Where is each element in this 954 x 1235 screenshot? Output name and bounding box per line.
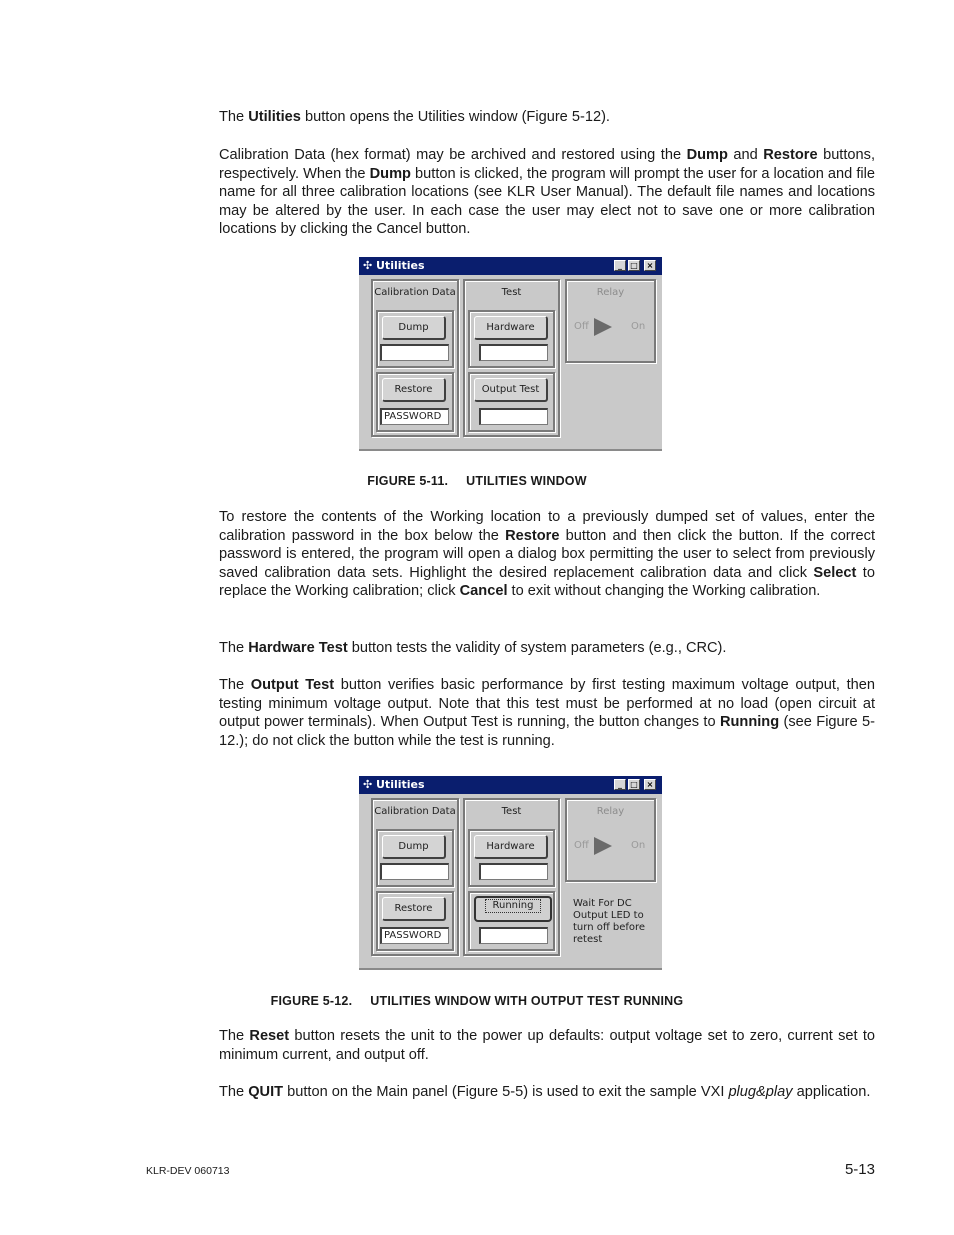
- running-label: Running: [485, 899, 542, 913]
- calibration-data-group: [371, 798, 459, 956]
- calibration-data-label: Calibration Data: [374, 806, 456, 817]
- document-id: KLR-DEV 060713: [146, 1165, 230, 1177]
- restore-group: [376, 372, 454, 432]
- calibration-data-label: Calibration Data: [374, 287, 456, 298]
- restore-button[interactable]: Restore: [382, 897, 446, 921]
- relay-off-label: Off: [574, 321, 589, 332]
- output-test-group: [468, 891, 555, 951]
- para-reset: The Reset button resets the unit to the power up defaults: output voltage set to zero, current set to minimum current, and output off.: [219, 1028, 875, 1063]
- para-output-test: The Output Test button verifies basic performance by first testing maximum voltage output, then testing minimum voltage output. Note that this test must be performed at no load (open circuit at output power terminals). When Output Test is running, the button changes to Running (see Figure 5-12.); do not click the button while the test is running.: [219, 677, 876, 749]
- hardware-test-group: [468, 829, 555, 887]
- dump-field[interactable]: [380, 344, 449, 361]
- minimize-icon[interactable]: _: [614, 779, 626, 790]
- para-utilities-intro: The Utilities button opens the Utilities window (Figure 5-12).: [219, 109, 610, 125]
- hardware-test-button[interactable]: Hardware: [474, 835, 548, 859]
- dump-group: [376, 829, 454, 887]
- close-icon[interactable]: ×: [644, 779, 656, 790]
- restore-group: [376, 891, 454, 951]
- dump-button[interactable]: Dump: [382, 316, 446, 340]
- utilities-window-figure-12: [359, 776, 662, 970]
- output-test-field[interactable]: [479, 927, 548, 944]
- dump-field[interactable]: [380, 863, 449, 880]
- restore-button[interactable]: Restore: [382, 378, 446, 402]
- figure-5-11-caption: FIGURE 5-11. UTILITIES WINDOW: [367, 474, 587, 488]
- utilities-window-figure-11: [359, 257, 662, 451]
- maximize-icon[interactable]: □: [628, 779, 640, 790]
- password-field[interactable]: PASSWORD: [380, 408, 449, 425]
- relay-group: [565, 798, 656, 882]
- bold-utilities: Utilities: [248, 109, 301, 125]
- relay-group: [565, 279, 656, 363]
- para-restore: To restore the contents of the Working location to a previously dumped set of values, enter the calibration password in the box below the Restore button and then click the button. If the correct password is entered, the program will open a dialog box permitting the user to select from previously saved calibration data sets. Highlight the desired replacement calibration data and click Select to replace the Working calibration; click Cancel to exit without changing the Working calibration.: [219, 509, 875, 600]
- window-title: Utilities: [376, 259, 425, 272]
- output-test-field[interactable]: [479, 408, 548, 425]
- relay-on-label: On: [631, 840, 646, 851]
- para-quit: The QUIT button on the Main panel (Figure 5-5) is used to exit the sample VXI plug&play application.: [219, 1084, 871, 1100]
- dump-button[interactable]: Dump: [382, 835, 446, 859]
- calibration-data-group: [371, 279, 459, 437]
- minimize-icon[interactable]: _: [614, 260, 626, 271]
- running-button[interactable]: [474, 896, 552, 922]
- para-calibration-data: Calibration Data (hex format) may be archived and restored using the Dump and Restore buttons, respectively. When the Dump button is clicked, the program will prompt the user for a location and file name for all three calibration locations (see KLR User Manual). The default file names and locations may be altered by the user. In each case the user may elect not to save one or more calibration locations by clicking the Cancel button.: [219, 147, 876, 238]
- maximize-icon[interactable]: □: [628, 260, 640, 271]
- hardware-test-button[interactable]: Hardware: [474, 316, 548, 340]
- test-group: [463, 279, 560, 437]
- app-icon: ✣: [363, 778, 373, 791]
- relay-label: Relay: [596, 806, 625, 817]
- output-test-group: [468, 372, 555, 432]
- test-group: [463, 798, 560, 956]
- wait-note: Wait For DC Output LED to turn off before retest: [573, 898, 646, 945]
- relay-label: Relay: [596, 287, 625, 298]
- test-label: Test: [501, 287, 522, 298]
- window-titlebar: [359, 776, 662, 794]
- page-number: 5-13: [844, 1161, 875, 1178]
- hardware-test-field[interactable]: [479, 863, 548, 880]
- window-titlebar: [359, 257, 662, 275]
- window-title: Utilities: [376, 778, 425, 791]
- output-test-button[interactable]: Output Test: [474, 378, 548, 402]
- relay-toggle-icon[interactable]: [594, 837, 612, 855]
- relay-on-label: On: [631, 321, 646, 332]
- test-label: Test: [501, 806, 522, 817]
- figure-5-12-caption: FIGURE 5-12. UTILITIES WINDOW WITH OUTPUT TEST RUNNING: [270, 994, 684, 1008]
- para-hardware-test: The Hardware Test button tests the validity of system parameters (e.g., CRC).: [219, 640, 727, 656]
- relay-off-label: Off: [574, 840, 589, 851]
- hardware-test-group: [468, 310, 555, 368]
- app-icon: ✣: [363, 259, 373, 272]
- relay-toggle-icon[interactable]: [594, 318, 612, 336]
- close-icon[interactable]: ×: [644, 260, 656, 271]
- password-field[interactable]: PASSWORD: [380, 927, 449, 944]
- dump-group: [376, 310, 454, 368]
- hardware-test-field[interactable]: [479, 344, 548, 361]
